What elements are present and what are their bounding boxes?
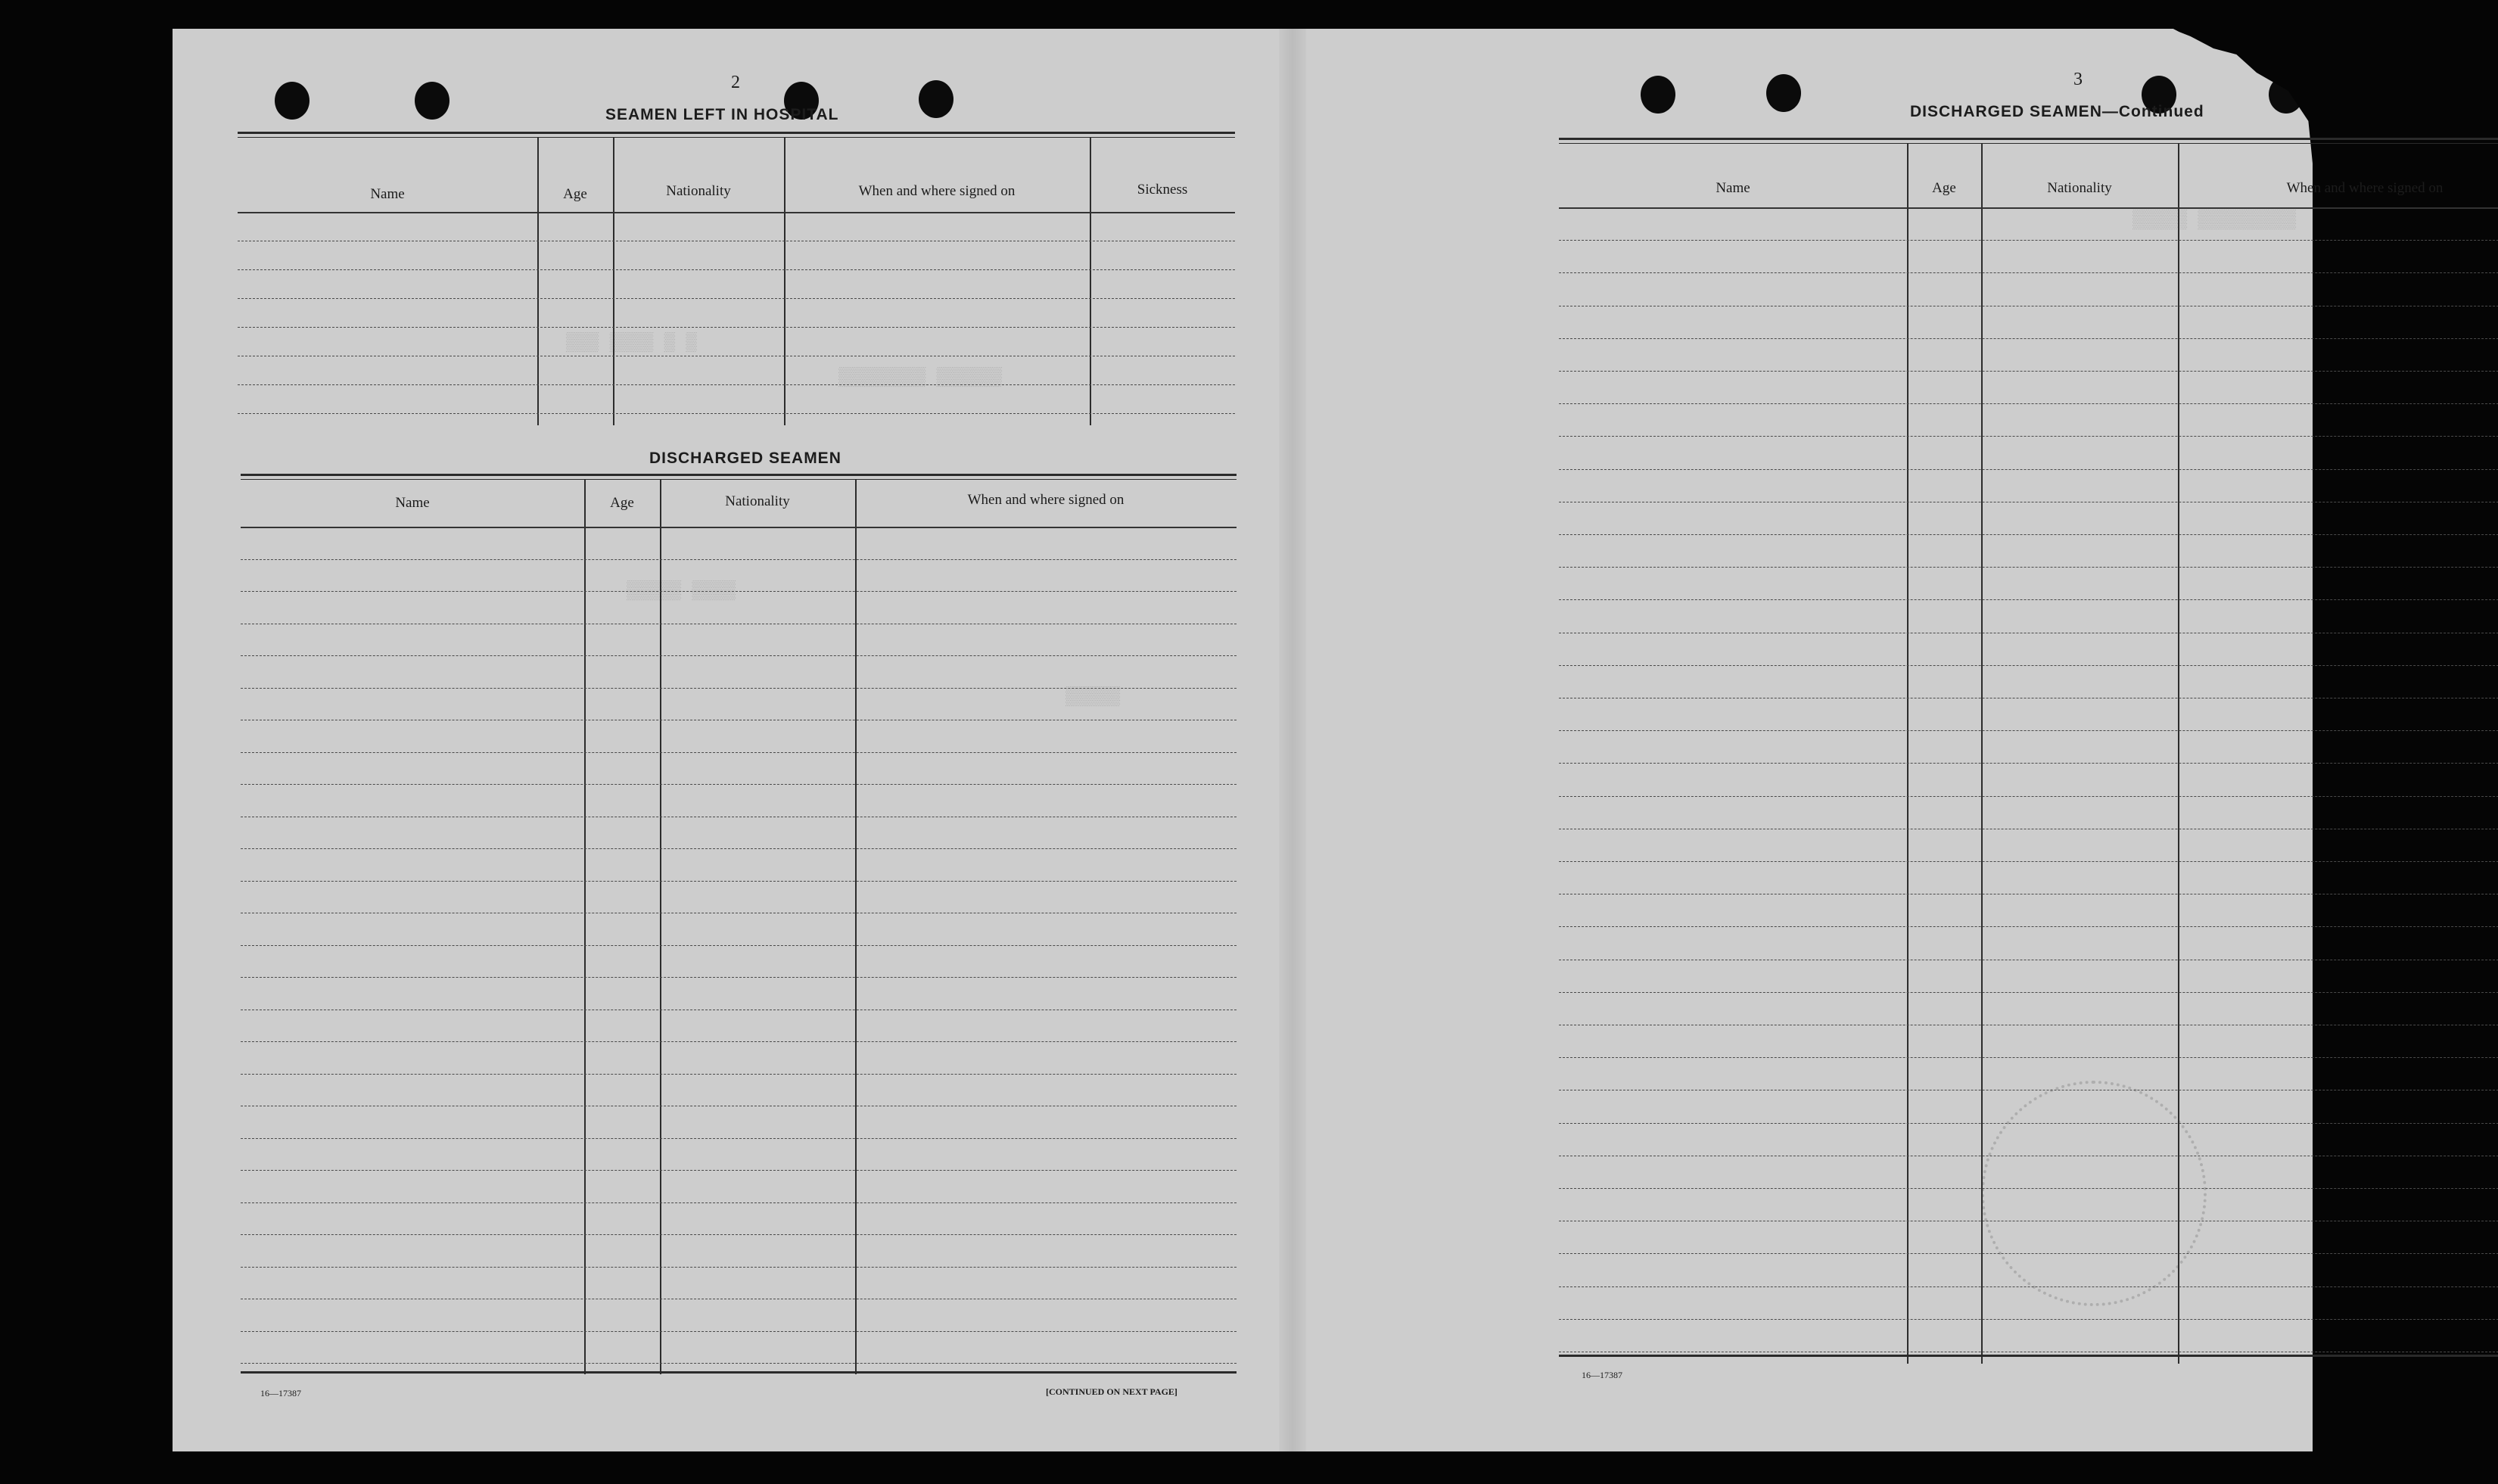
table-row: [241, 1170, 1237, 1171]
table-row: [241, 688, 1237, 689]
column-header-sickness: Sickness: [1137, 182, 1188, 198]
table-row: [241, 1267, 1237, 1268]
form-number: 16—17387: [1582, 1370, 1622, 1380]
table-row: [1559, 338, 2498, 339]
column-header-signed-on: When and where signed on: [858, 183, 1016, 199]
table-row: [1559, 926, 2498, 927]
table-bottom-rule: [1559, 1355, 2498, 1357]
column-header-name: Name: [370, 186, 405, 202]
table-row: [1559, 599, 2498, 600]
page-fold: [1279, 29, 1306, 1451]
table-bottom-rule: [241, 1371, 1237, 1374]
table-row: [1559, 1123, 2498, 1124]
hospital-section-title: SEAMEN LEFT IN HOSPITAL: [605, 106, 839, 123]
table-row: [238, 327, 1235, 328]
column-header-nationality: Nationality: [666, 183, 731, 199]
table-row: [1559, 1286, 2498, 1287]
table-row: [241, 1234, 1237, 1235]
document-sheet: [173, 29, 2444, 1451]
table-row: [238, 298, 1235, 299]
bleed-through-text: ▒▒▒▒▒: [1065, 687, 1121, 708]
table-row: [1559, 240, 2498, 241]
discharged-table: [241, 474, 1237, 1374]
table-row: [241, 977, 1237, 978]
table-row: [241, 881, 1237, 882]
table-row: [1559, 796, 2498, 797]
table-row: [1559, 403, 2498, 404]
page-number: 2: [731, 73, 740, 92]
table-row: [241, 591, 1237, 592]
continued-note: [CONTINUED ON NEXT PAGE]: [1046, 1386, 1177, 1397]
table-row: [1559, 861, 2498, 862]
table-row: [1559, 1253, 2498, 1254]
table-row: [241, 848, 1237, 849]
column-header-nationality: Nationality: [2047, 180, 2112, 196]
table-row: [1559, 534, 2498, 535]
table-row: [241, 784, 1237, 785]
table-row: [1559, 992, 2498, 993]
bleed-through-text: ▒▒▒▒▒▒▒▒ ▒▒▒▒▒▒: [838, 368, 1003, 388]
table-row: [241, 559, 1237, 560]
discharged-rows: [241, 527, 1237, 1367]
hospital-table: [238, 132, 1235, 425]
table-row: [1559, 567, 2498, 568]
table-row: [1559, 436, 2498, 437]
table-row: [241, 945, 1237, 946]
column-header-signed-on: When and where signed on: [2286, 180, 2444, 196]
table-row: [1559, 1319, 2498, 1320]
discharged-continued-title: DISCHARGED SEAMEN—Continued: [1910, 103, 2204, 120]
column-header-name: Name: [1716, 180, 1750, 196]
table-row: [1559, 469, 2498, 470]
table-row: [1559, 371, 2498, 372]
table-row: [241, 1363, 1237, 1364]
table-top-rule: [1559, 143, 2498, 144]
table-row: [238, 269, 1235, 270]
table-row: [241, 752, 1237, 753]
table-top-rule: [238, 132, 1235, 134]
page-number: 3: [2073, 70, 2083, 89]
table-row: [1559, 763, 2498, 764]
table-row: [241, 1074, 1237, 1075]
column-header-age: Age: [563, 186, 587, 202]
table-row: [1559, 1057, 2498, 1058]
table-row: [1559, 272, 2498, 273]
table-row: [238, 384, 1235, 385]
table-row: [241, 1138, 1237, 1139]
table-top-rule: [241, 479, 1237, 480]
table-top-rule: [1559, 138, 2498, 140]
left-page: [173, 29, 1262, 1451]
table-top-rule: [241, 474, 1237, 476]
discharged-continued-rows: [1559, 207, 2498, 1350]
table-row: [1559, 665, 2498, 666]
table-row: [241, 1202, 1237, 1203]
discharged-section-title: DISCHARGED SEAMEN: [649, 450, 841, 467]
bleed-through-text: ▒▒▒▒▒ ▒▒▒▒: [627, 581, 736, 602]
table-row: [1559, 730, 2498, 731]
discharged-continued-table: [1559, 138, 2498, 1364]
column-header-signed-on: When and where signed on: [967, 492, 1125, 508]
column-header-age: Age: [1932, 180, 1956, 196]
column-header-nationality: Nationality: [725, 493, 790, 509]
bleed-through-text: ▒▒▒ ▒▒▒▒ ▒ ▒: [566, 333, 697, 353]
table-row: [241, 655, 1237, 656]
column-header-name: Name: [395, 495, 430, 511]
table-row: [1559, 1188, 2498, 1189]
table-row: [241, 1331, 1237, 1332]
right-page: [1323, 29, 2444, 1451]
hospital-rows: [238, 212, 1235, 421]
form-number: 16—17387: [260, 1388, 301, 1398]
table-row: [238, 413, 1235, 414]
column-header-age: Age: [610, 495, 634, 511]
bleed-through-text: ▒▒▒▒▒ ▒▒▒▒▒▒▒▒▒: [2132, 210, 2297, 231]
table-row: [241, 1041, 1237, 1042]
table-top-rule: [238, 137, 1235, 138]
